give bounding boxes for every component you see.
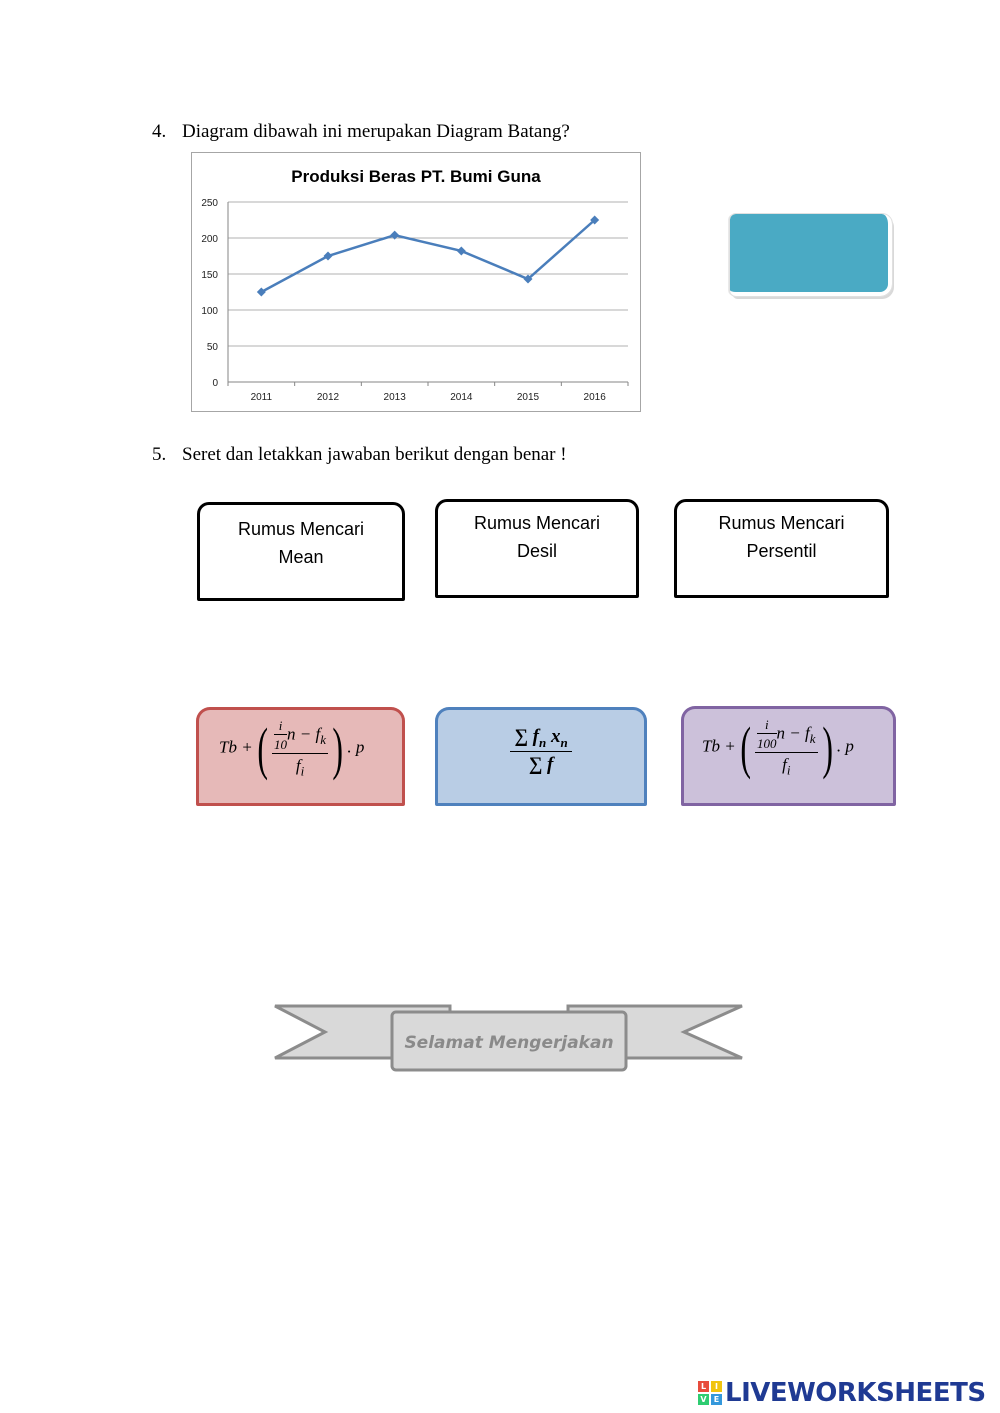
data-point bbox=[324, 252, 333, 261]
x-tick-label: 2014 bbox=[450, 392, 473, 403]
y-tick-label: 0 bbox=[212, 378, 218, 389]
x-tick-label: 2013 bbox=[383, 392, 406, 403]
formula-persentil-sub-i: i bbox=[786, 762, 791, 778]
formula-card-desil[interactable] bbox=[196, 707, 405, 806]
label-persentil-line2: Persentil bbox=[746, 541, 817, 561]
y-tick-label: 50 bbox=[206, 342, 218, 353]
formula-desil-inner-fraction bbox=[274, 718, 287, 753]
x-tick-label: 2012 bbox=[316, 392, 340, 403]
question-4 bbox=[152, 121, 570, 143]
question-4-number: 4. bbox=[152, 121, 167, 142]
right-paren-icon: ) bbox=[821, 714, 833, 780]
logo-letter: L bbox=[698, 1381, 709, 1392]
label-mean-line2: Mean bbox=[278, 547, 324, 567]
formula-desil bbox=[219, 715, 365, 781]
formula-persentil-sub-k: k bbox=[809, 730, 816, 746]
label-desil-line1: Rumus Mencari bbox=[473, 513, 601, 533]
question-5-text: Seret dan letakkan jawaban berikut dengan benar ! bbox=[182, 444, 567, 465]
formula-desil-prefix: Tb + bbox=[219, 737, 253, 757]
logo-letter: I bbox=[711, 1381, 722, 1392]
formula-desil-bottom: f bbox=[295, 756, 301, 775]
formula-mean-fraction bbox=[510, 726, 571, 776]
x-tick-label: 2016 bbox=[583, 392, 606, 403]
formula-persentil bbox=[702, 714, 854, 780]
logo-text: LIVEWORKSHEETS bbox=[725, 1378, 986, 1408]
left-paren-icon: ( bbox=[740, 714, 751, 780]
formula-mean-num-sub: n bbox=[538, 734, 547, 750]
question-5-number: 5. bbox=[152, 444, 167, 465]
y-tick-label: 150 bbox=[201, 270, 218, 281]
logo-letter: V bbox=[698, 1394, 709, 1405]
line-chart bbox=[191, 152, 641, 412]
logo-grid-icon bbox=[698, 1381, 722, 1405]
x-tick-label: 2011 bbox=[250, 392, 273, 403]
question-5 bbox=[152, 444, 567, 466]
formula-persentil-prefix: Tb + bbox=[702, 736, 736, 756]
chart-title: Produksi Beras PT. Bumi Guna bbox=[291, 167, 541, 186]
formula-mean-den: ∑ f bbox=[528, 753, 554, 775]
formula-mean-num: ∑ f bbox=[514, 726, 539, 747]
formula-persentil-den: 100 bbox=[757, 736, 777, 751]
formula-mean bbox=[438, 726, 644, 776]
formula-card-mean[interactable] bbox=[435, 707, 647, 806]
label-card-persentil[interactable] bbox=[674, 499, 889, 598]
formula-desil-den: 10 bbox=[274, 737, 288, 752]
question-4-text: Diagram dibawah ini merupakan Diagram Batang? bbox=[182, 121, 570, 142]
formula-mean-num-x: x bbox=[546, 726, 561, 747]
label-card-desil[interactable] bbox=[435, 499, 639, 598]
formula-mean-num-x-sub: n bbox=[560, 734, 568, 750]
formula-persentil-inner-fraction bbox=[757, 717, 777, 752]
formula-desil-sub-k: k bbox=[320, 731, 326, 747]
chart-svg bbox=[192, 153, 640, 411]
logo-letter: E bbox=[711, 1394, 722, 1405]
formula-desil-sub-i: i bbox=[300, 763, 305, 779]
formula-persentil-suffix: . p bbox=[836, 736, 854, 756]
y-tick-label: 250 bbox=[201, 198, 218, 209]
formula-desil-rest: n − f bbox=[287, 724, 321, 744]
formula-persentil-rest: n − f bbox=[776, 723, 810, 743]
formula-persentil-bottom: f bbox=[782, 755, 787, 774]
formula-desil-i: i bbox=[274, 718, 287, 735]
x-tick-label: 2015 bbox=[516, 392, 540, 403]
ribbon-banner bbox=[270, 998, 750, 1078]
left-paren-icon: ( bbox=[257, 715, 268, 781]
formula-desil-fraction bbox=[272, 718, 328, 779]
right-paren-icon: ) bbox=[332, 715, 343, 781]
label-mean-line1: Rumus Mencari bbox=[237, 519, 365, 539]
y-tick-label: 200 bbox=[201, 234, 218, 245]
label-persentil-line1: Rumus Mencari bbox=[718, 513, 845, 533]
answer-drop-box[interactable] bbox=[730, 214, 892, 296]
banner-text: Selamat Mengerjakan bbox=[404, 1033, 614, 1053]
liveworksheets-logo[interactable] bbox=[698, 1377, 986, 1409]
formula-card-persentil[interactable] bbox=[681, 706, 896, 806]
label-card-mean[interactable] bbox=[197, 502, 405, 601]
data-point bbox=[457, 246, 466, 255]
formula-desil-suffix: . p bbox=[347, 737, 365, 757]
label-desil-line2: Desil bbox=[516, 541, 557, 561]
series-line bbox=[261, 220, 594, 292]
y-tick-label: 100 bbox=[201, 306, 218, 317]
data-point bbox=[257, 288, 266, 297]
formula-persentil-fraction bbox=[755, 717, 817, 778]
formula-persentil-i: i bbox=[757, 717, 777, 734]
